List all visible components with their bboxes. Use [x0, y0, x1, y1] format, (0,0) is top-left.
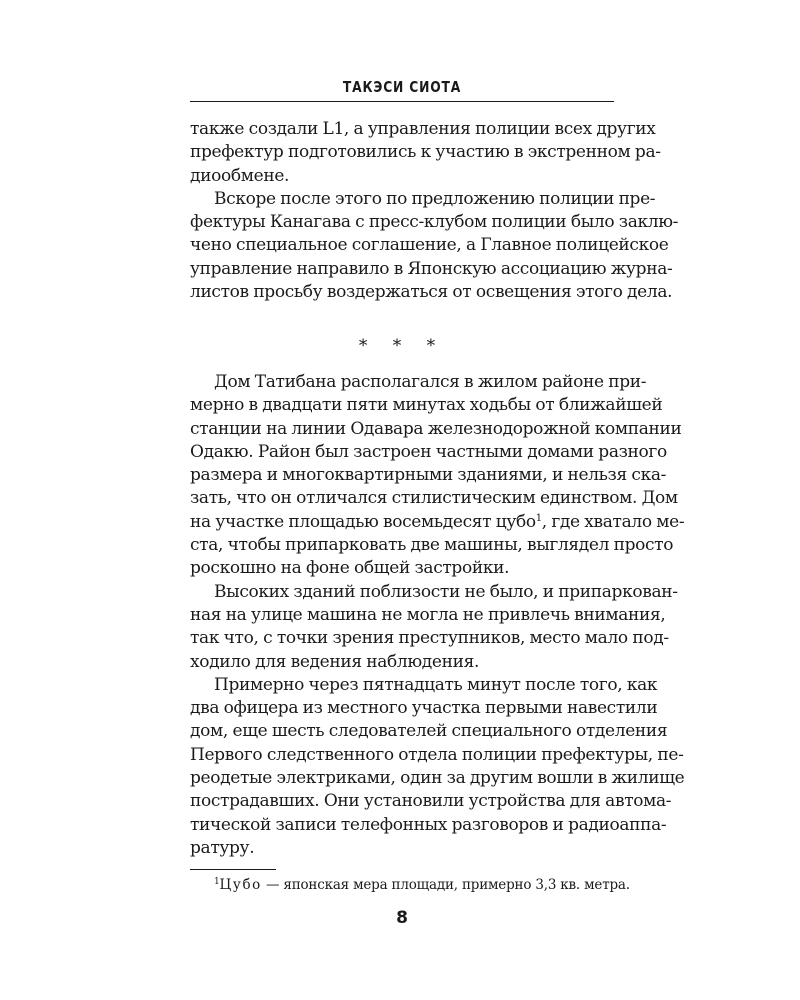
text-line: станции на линии Одавара железнодорожной компании	[190, 418, 682, 439]
text-line: чено специальное соглашение, а Главное полицейское	[190, 235, 669, 256]
section-separator: * * *	[358, 336, 446, 356]
text-line: также создали L1, а управления полиции всех других	[190, 119, 656, 139]
paragraph	[190, 188, 679, 304]
text-line: дом, еще шесть следователей специального отделения	[190, 721, 668, 742]
section-2	[190, 371, 685, 860]
text-fragment: на участке площадью восемьдесят цубо	[190, 511, 536, 532]
text-line: мерно в двадцати пяти минутах ходьбы от ближайшей	[190, 395, 663, 416]
text-line: диообмене.	[190, 165, 290, 186]
text-line: ста, чтобы припарковать две машины, выглядел просто	[190, 535, 674, 556]
text-line: Одакю. Район был застроен частными домами разного	[190, 441, 667, 462]
text-line: ходило для ведения наблюдения.	[190, 651, 480, 672]
footnote-term: Цубо	[219, 877, 262, 893]
text-line: Первого следственного отдела полиции префектуры, пе-	[190, 744, 684, 765]
text-fragment: , где хватало ме-	[541, 511, 685, 532]
text-line: так что, с точки зрения преступников, место мало под-	[190, 628, 669, 649]
text-line: два офицера из местного участка первыми навестили	[190, 698, 658, 719]
header-rule	[190, 101, 614, 102]
text-line: тической записи телефонных разговоров и радиоаппа-	[190, 814, 667, 835]
text-line: префектур подготовились к участию в экстренном ра-	[190, 142, 661, 163]
footnote-mark: 1	[214, 877, 220, 887]
text-line: реодетые электриками, один за другим вошли в жилище	[190, 768, 685, 789]
text-line: роскошно на фоне общей застройки.	[190, 558, 510, 579]
text-line: пострадавших. Они установили устройства для автома-	[190, 791, 672, 812]
footnote-rule	[190, 869, 276, 870]
text-line: зать, что он отличался стилистическим единством. Дом	[190, 488, 678, 509]
text-line	[190, 511, 685, 534]
footnote-text: — японская мера площади, примерно 3,3 кв. метра.	[261, 877, 630, 893]
running-header: ТАКЭСИ СИОТА	[342, 78, 462, 96]
text-line: листов просьбу воздержаться от освещения этого дела.	[190, 282, 673, 303]
paragraph	[190, 118, 661, 188]
text-line: ная на улице машина не могла не привлечь внимания,	[190, 604, 666, 625]
footnote	[214, 876, 630, 894]
text-line: Примерно через пятнадцать минут после того, как	[214, 674, 658, 695]
text-line: Дом Татибана располагался в жилом районе при-	[214, 372, 647, 392]
paragraph	[190, 581, 678, 674]
paragraph	[190, 674, 685, 860]
footnote-ref: 1	[535, 512, 542, 524]
text-line: размера и многоквартирными зданиями, и нельзя ска-	[190, 465, 667, 486]
text-line: Вскоре после этого по предложению полиции пре-	[214, 188, 656, 209]
paragraph	[190, 371, 685, 581]
section-1	[190, 118, 679, 304]
text-line: фектуры Канагава с пресс-клубом полиции было заклю-	[190, 212, 679, 233]
text-line: Высоких зданий поблизости не было, и припаркован-	[214, 581, 678, 602]
page-number: 8	[396, 908, 408, 928]
text-line: управление направило в Японскую ассоциацию журна-	[190, 258, 673, 279]
text-line: ратуру.	[190, 837, 255, 858]
